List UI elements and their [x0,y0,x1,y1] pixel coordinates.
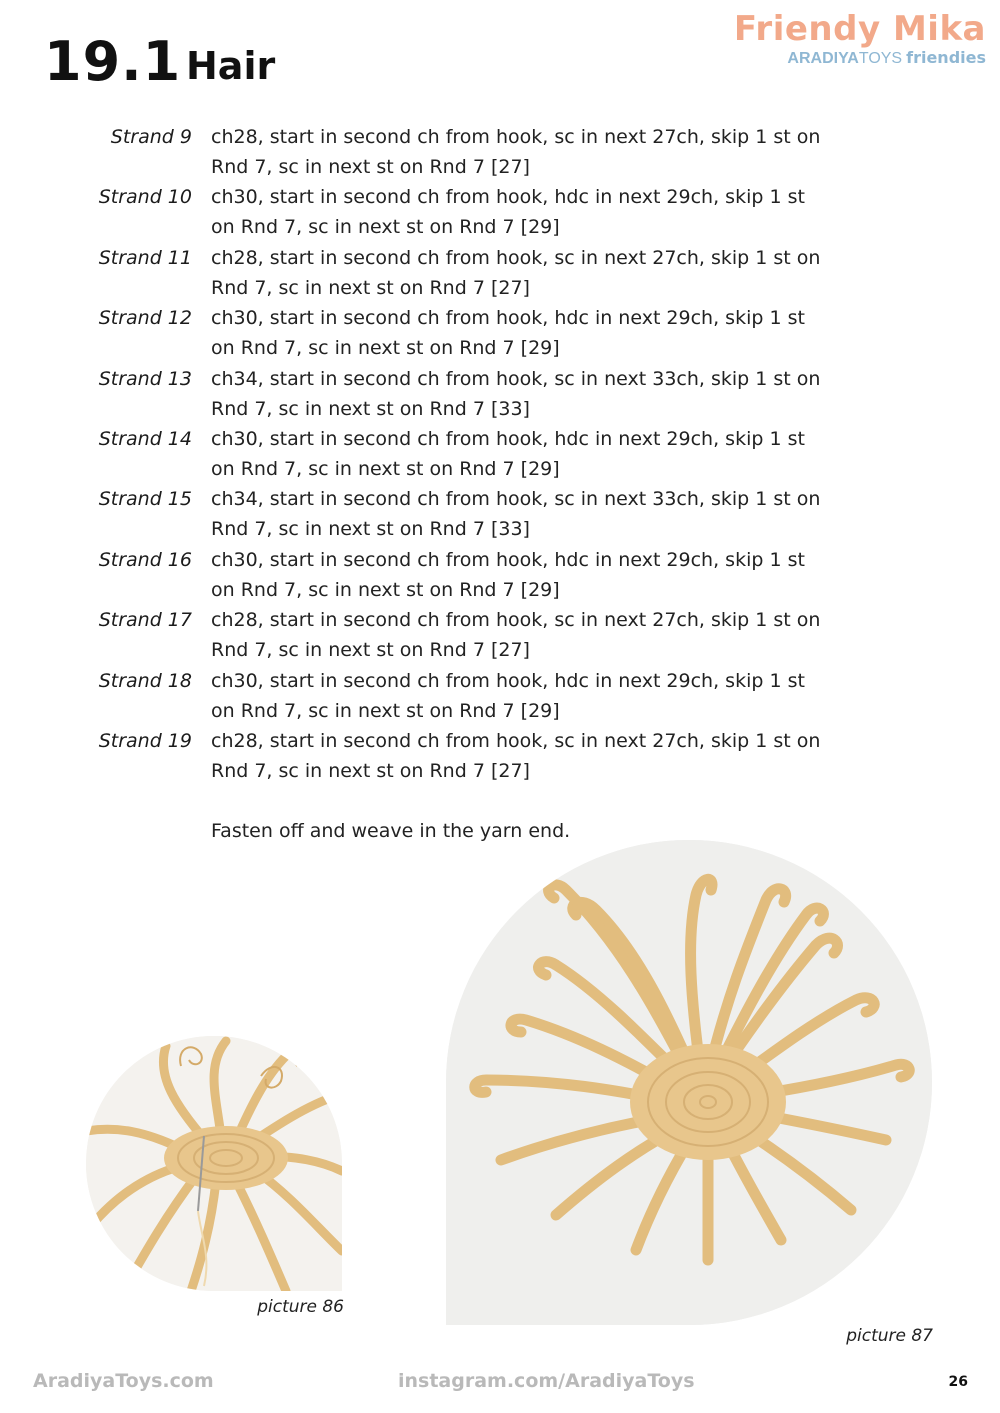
photo-hair-flat [446,840,932,1325]
strand-instructions: ch30, start in second ch from hook, hdc in next 29ch, skip 1 st on Rnd 7, sc in next st on Rnd 7 [29] [211,307,805,360]
strand-row [0,545,1000,605]
brand-subtitle [734,48,986,69]
brand-sub-toys: TOYS [858,50,903,67]
photo-hair-flat-illustration [446,840,932,1325]
strand-label: Strand 11 [98,246,192,269]
brand-logo [734,10,986,69]
strand-list [0,122,1000,786]
strand-label: Strand 18 [98,669,192,692]
strand-row [0,424,1000,484]
strand-label: Strand 14 [98,427,192,450]
strand-instructions: ch28, start in second ch from hook, sc in next 27ch, skip 1 st on Rnd 7, sc in next st on Rnd 7 [27] [211,609,821,662]
strand-label: Strand 15 [98,488,192,511]
strand-row [0,364,1000,424]
closing-instruction: Fasten off and weave in the yarn end. [211,820,571,842]
footer-website-link[interactable]: AradiyaToys.com [33,1370,214,1392]
strand-instructions: ch34, start in second ch from hook, sc in next 33ch, skip 1 st on Rnd 7, sc in next st on Rnd 7 [33] [211,367,821,420]
strand-row [0,605,1000,665]
photo-hair-closeup [86,1036,342,1291]
section-title: Hair [186,44,276,88]
strand-label: Strand 12 [98,307,192,330]
brand-sub-friendies: friendies [906,48,986,67]
footer-instagram-link[interactable]: instagram.com/AradiyaToys [398,1370,695,1392]
picture-87-caption: picture 87 [846,1326,933,1346]
strand-instructions: ch34, start in second ch from hook, sc in next 33ch, skip 1 st on Rnd 7, sc in next st on Rnd 7 [33] [211,488,821,541]
strand-label: Strand 19 [98,729,192,752]
brand-name: Friendy Mika [733,9,986,49]
strand-label: Strand 16 [98,548,192,571]
strand-row [0,726,1000,786]
strand-instructions: ch30, start in second ch from hook, hdc in next 29ch, skip 1 st on Rnd 7, sc in next st on Rnd 7 [29] [211,669,805,722]
strand-label: Strand 9 [110,126,192,148]
strand-row [0,666,1000,726]
page-number: 26 [948,1374,968,1390]
strand-row [0,122,1000,182]
strand-instructions: ch30, start in second ch from hook, hdc in next 29ch, skip 1 st on Rnd 7, sc in next st on Rnd 7 [29] [211,186,805,239]
strand-row [0,243,1000,303]
strand-label: Strand 13 [98,367,192,390]
strand-row [0,303,1000,363]
strand-label: Strand 10 [98,186,192,209]
strand-instructions: ch28, start in second ch from hook, sc in next 27ch, skip 1 st on Rnd 7, sc in next st on Rnd 7 [27] [211,126,821,178]
strand-instructions: ch30, start in second ch from hook, hdc in next 29ch, skip 1 st on Rnd 7, sc in next st on Rnd 7 [29] [211,548,805,601]
section-number: 19.1 [44,30,182,93]
strand-row [0,484,1000,544]
brand-sub-aradiya: ARADIYA [787,50,859,67]
strand-label: Strand 17 [98,609,192,632]
strand-instructions: ch28, start in second ch from hook, sc in next 27ch, skip 1 st on Rnd 7, sc in next st on Rnd 7 [27] [211,246,821,299]
photo-hair-closeup-illustration [86,1036,342,1291]
strand-row [0,182,1000,242]
picture-86-caption: picture 86 [257,1297,344,1317]
strand-instructions: ch28, start in second ch from hook, sc in next 27ch, skip 1 st on Rnd 7, sc in next st on Rnd 7 [27] [211,729,821,782]
strand-instructions: ch30, start in second ch from hook, hdc in next 29ch, skip 1 st on Rnd 7, sc in next st on Rnd 7 [29] [211,427,805,480]
